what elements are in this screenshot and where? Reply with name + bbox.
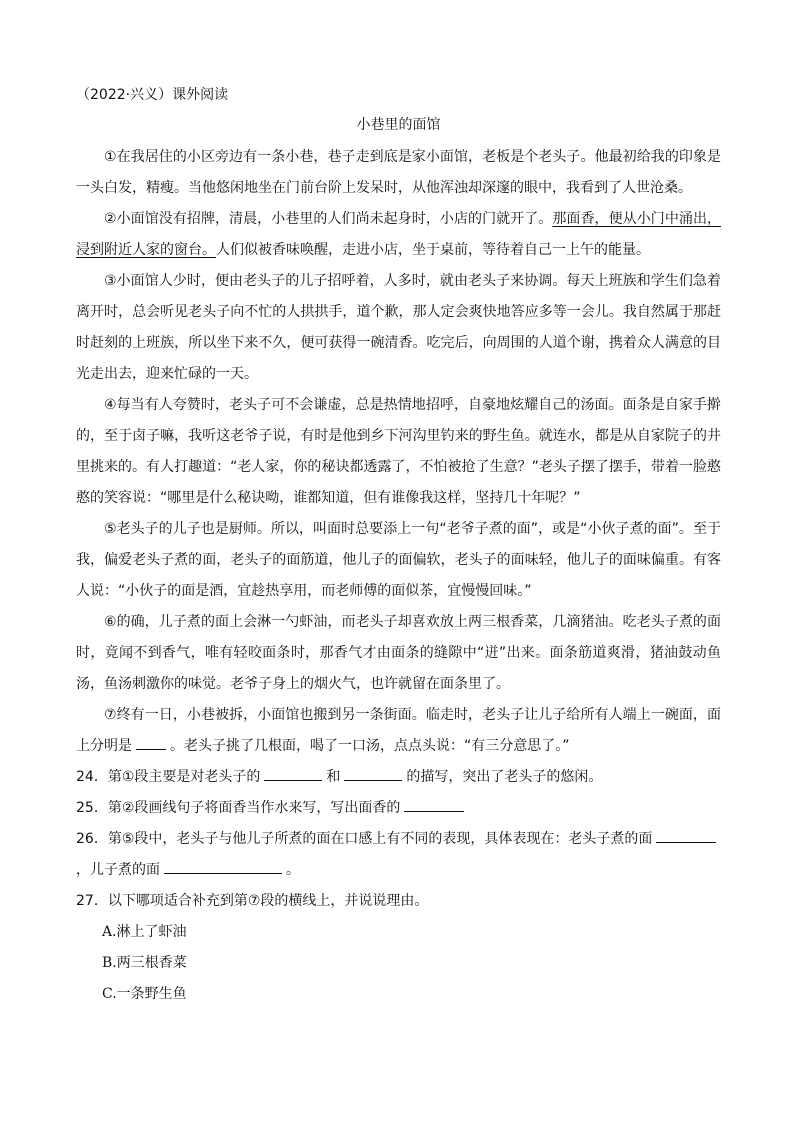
answer-blank[interactable] (404, 797, 464, 812)
paragraph-6: ⑥的确，儿子煮的面上会淋一勺虾油，而老头子却喜欢放上两三根香菜，几滴猪油。吃老头子煮的面时，竟闻不到香气，唯有轻咬面条时，那香气才由面条的缝隙中“迸”出来。面条筋道爽滑，猪油鼓动鱼汤，鱼汤刺激你的味觉。老爷子身上的烟火气，也许就留在面条里了。 (76, 614, 721, 692)
question-27: 27．以下哪项适合补充到第⑦段的横线上，并说说理由。 (76, 893, 429, 909)
question-24-text-b: 和 (326, 769, 341, 785)
question-26-text-a: 26．第⑤段中，老头子与他儿子所煮的面在口感上有不同的表现，具体表现在：老头子煮的面 (76, 831, 653, 847)
answer-blank[interactable] (344, 766, 402, 781)
question-26 (76, 824, 721, 886)
question-26-text-b: ，儿子煮的面 (76, 862, 160, 878)
paragraph-1: ①在我居住的小区旁边有一条小巷，巷子走到底是家小面馆，老板是个老头子。他最初给我的印象是一头白发，精瘦。当他悠闲地坐在门前台阶上发呆时，从他浑浊却深邃的眼中，我看到了人世沧桑。 (76, 149, 721, 196)
option-c[interactable]: C.一条野生鱼 (102, 986, 187, 1002)
underlined-sentence: 那面香，便从小门中涌出，浸到附近人家的窗台。 (76, 211, 721, 258)
paragraph-3: ③小面馆人少时，便由老头子的儿子招呼着，人多时，就由老头子来协调。每天上班族和学生们急着离开时，总会听见老头子向不忙的人拱拱手，道个歉，那人定会爽快地答应多等一会儿。我自然属于那赶时赶刻的上班族，所以坐下来不久，便可获得一碗清香。吃完后，向周围的人道个谢，携着众人满意的目光走出去，迎来忙碌的一天。 (76, 273, 721, 382)
paragraph-2-text-a: ②小面馆没有招牌，清晨，小巷里的人们尚未起身时，小店的门就开了。 (104, 211, 553, 227)
question-24 (76, 762, 721, 793)
question-25 (76, 793, 721, 824)
answer-blank[interactable] (264, 766, 322, 781)
passage-title: 小巷里的面馆 (356, 117, 441, 133)
paragraph-5: ⑤老头子的儿子也是厨师。所以，叫面时总要添上一句“老爷子煮的面”，或是“小伙子煮的面”。至于我，偏爱老头子煮的面，老头子的面筋道，他儿子的面偏软，老头子的面味轻，他儿子的面味偏重。有客人说：“小伙子的面是酒，宜趁热享用，而老师傅的面似茶，宜慢慢回味。” (76, 521, 721, 599)
answer-blank[interactable] (164, 859, 282, 874)
paragraph-2-text-b: 人们似被香味唤醒，走进小店，坐于桌前，等待着自己一上午的能量。 (216, 242, 650, 258)
paragraph-4: ④每当有人夸赞时，老头子可不会谦虚，总是热情地招呼，自豪地炫耀自己的汤面。面条是自家手擀的，至于卤子嘛，我听这老爷子说，有时是他到乡下河沟里钓来的野生鱼。就连水，都是从自家院子的井里挑来的。有人打趣道：“老人家，你的秘诀都透露了，不怕被抢了生意？”老头子摆了摆手，带着一脸憨憨的笑容说：“哪里是什么秘诀呦，谁都知道，但有谁像我这样，坚持几十年呢？” (76, 397, 721, 506)
question-26-text-c: 。 (286, 862, 300, 878)
option-b[interactable]: B.两三根香菜 (102, 955, 187, 971)
question-25-text: 25．第②段画线句子将面香当作水来写，写出面香的 (76, 800, 401, 816)
source-label: （2022·兴义）课外阅读 (76, 87, 229, 103)
paragraph-7-text-a: ⑦终有一日，小巷被拆，小面馆也搬到另一条街面。临走时，老头子让儿子给所有人端上一碗面，面上分明是 (76, 707, 721, 754)
option-a[interactable]: A.淋上了虾油 (102, 924, 187, 940)
paragraph-2 (76, 204, 721, 266)
paragraph-7 (76, 700, 721, 762)
question-24-text-a: 24．第①段主要是对老头子的 (76, 769, 261, 785)
answer-blank[interactable] (656, 828, 716, 843)
paragraph-7-text-b: 。老头子挑了几根面，喝了一口汤，点点头说：“有三分意思了。” (170, 738, 570, 754)
answer-blank[interactable] (136, 735, 166, 750)
question-24-text-c: 的描写，突出了老头子的悠闲。 (406, 769, 603, 785)
document-page (76, 80, 721, 1010)
